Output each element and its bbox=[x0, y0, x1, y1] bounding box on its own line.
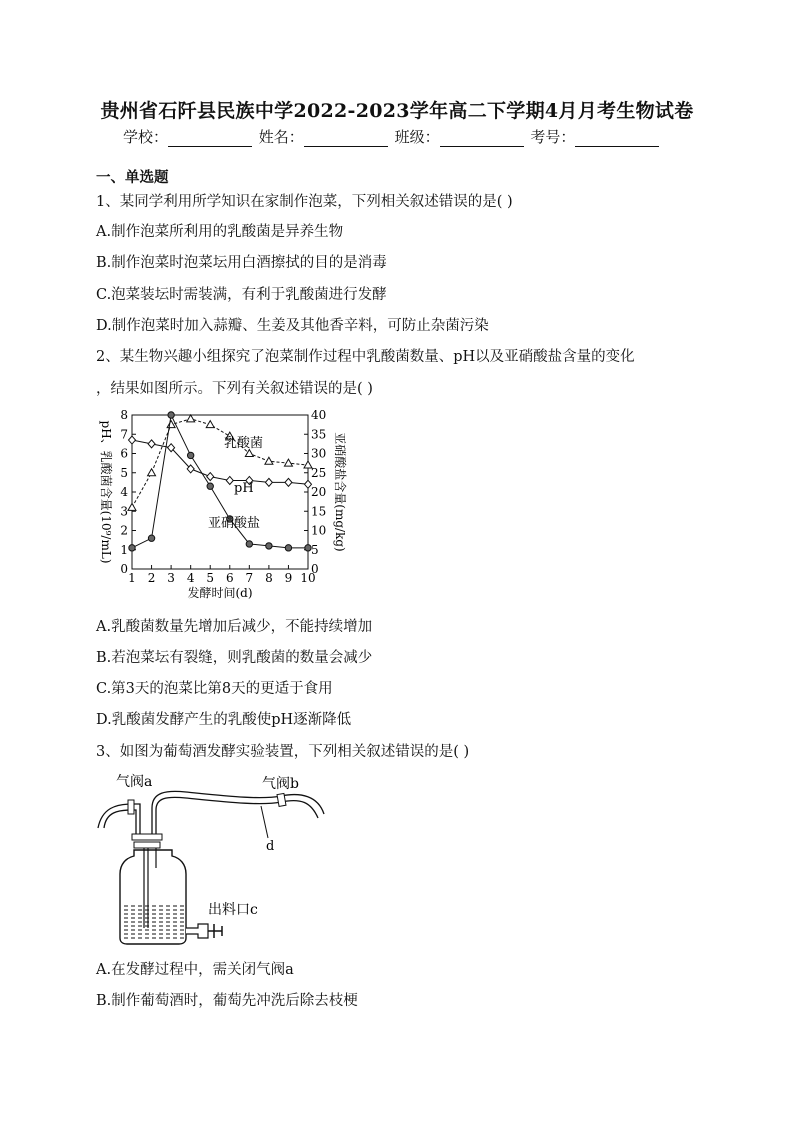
right-tick-label: 15 bbox=[311, 504, 327, 519]
left-tick-label: 5 bbox=[120, 465, 128, 480]
valve-b-label: 气阀b bbox=[262, 776, 299, 792]
left-tick-label: 2 bbox=[120, 523, 128, 538]
x-tick-label: 4 bbox=[186, 571, 195, 585]
right-tick-label: 5 bbox=[311, 542, 319, 557]
class-label: 班级： bbox=[394, 128, 440, 146]
q1-option-d: D.制作泡菜时加入蒜瓣、生姜及其他香辛料，可防止杂菌污染 bbox=[96, 318, 489, 334]
point-亚硝酸盐 bbox=[129, 545, 135, 551]
left-tick-label: 0 bbox=[120, 562, 128, 576]
right-tick-label: 30 bbox=[311, 446, 327, 461]
stopper bbox=[132, 834, 162, 840]
point-乳酸菌 bbox=[265, 457, 273, 464]
right-tick-label: 0 bbox=[311, 562, 319, 576]
student-info-row bbox=[123, 126, 661, 147]
point-pH bbox=[129, 436, 136, 444]
q2-stem-line2: ，结果如图所示。下列有关叙述错误的是( ) bbox=[96, 381, 373, 397]
outlet-c-icon bbox=[186, 924, 208, 938]
valve-b-icon bbox=[277, 793, 286, 806]
series-label-亚硝酸盐: 亚硝酸盐 bbox=[208, 516, 261, 531]
q1-option-a: A.制作泡菜所利用的乳酸菌是异养生物 bbox=[96, 224, 344, 240]
series-label-pH: pH bbox=[234, 481, 254, 496]
point-乳酸菌 bbox=[284, 459, 292, 466]
q2-option-c: C.第3天的泡菜比第8天的更适于食用 bbox=[96, 681, 333, 697]
tube-d-label: d bbox=[266, 839, 275, 854]
name-label: 姓名： bbox=[258, 128, 304, 146]
series-label-乳酸菌: 乳酸菌 bbox=[224, 436, 264, 451]
valve-a-label: 气阀a bbox=[116, 774, 153, 790]
x-tick-label: 2 bbox=[147, 571, 156, 585]
point-pH bbox=[207, 473, 214, 481]
q2-option-b: B.若泡菜坛有裂缝，则乳酸菌的数量会减少 bbox=[96, 650, 373, 666]
point-亚硝酸盐 bbox=[168, 412, 174, 418]
school-blank bbox=[168, 132, 252, 147]
right-tick-label: 20 bbox=[311, 485, 327, 499]
number-label: 考号： bbox=[530, 128, 576, 146]
point-亚硝酸盐 bbox=[285, 545, 291, 551]
point-pH bbox=[265, 478, 272, 486]
point-亚硝酸盐 bbox=[246, 541, 252, 547]
point-亚硝酸盐 bbox=[187, 452, 193, 458]
right-tick-label: 35 bbox=[311, 427, 327, 442]
name-blank bbox=[304, 132, 388, 147]
point-pH bbox=[285, 478, 292, 486]
right-tick-label: 10 bbox=[311, 523, 327, 538]
left-tick-label: 1 bbox=[120, 542, 128, 557]
point-乳酸菌 bbox=[206, 421, 214, 428]
point-乳酸菌 bbox=[187, 415, 195, 422]
left-tick-label: 7 bbox=[120, 427, 128, 442]
point-亚硝酸盐 bbox=[148, 535, 154, 541]
valve-a-icon bbox=[128, 800, 134, 814]
q2-stem-line1: 2、某生物兴趣小组探究了泡菜制作过程中乳酸菌数量、pH以及亚硝酸盐含量的变化 bbox=[96, 349, 635, 365]
left-tick-label: 3 bbox=[120, 504, 128, 519]
number-blank bbox=[575, 132, 659, 147]
x-tick-label: 5 bbox=[206, 571, 215, 585]
point-乳酸菌 bbox=[148, 469, 156, 476]
point-pH bbox=[226, 476, 233, 484]
school-label: 学校： bbox=[123, 128, 169, 146]
x-tick-label: 9 bbox=[284, 571, 293, 585]
fermentation-apparatus-diagram bbox=[96, 766, 336, 952]
x-tick-label: 7 bbox=[245, 571, 254, 585]
point-亚硝酸盐 bbox=[266, 543, 272, 549]
page-title: 贵州省石阡县民族中学2022-2023学年高二下学期4月月考生物试卷 bbox=[100, 100, 694, 122]
q3-option-b: B.制作葡萄酒时，葡萄先冲洗后除去枝梗 bbox=[96, 993, 358, 1009]
q3-option-a: A.在发酵过程中，需关闭气阀a bbox=[96, 962, 294, 978]
q1-option-b: B.制作泡菜时泡菜坛用白酒擦拭的目的是消毒 bbox=[96, 255, 387, 271]
class-blank bbox=[440, 132, 524, 147]
x-tick-label: 8 bbox=[265, 571, 273, 585]
q2-option-d: D.乳酸菌发酵产生的乳酸使pH逐渐降低 bbox=[96, 712, 352, 728]
point-乳酸菌 bbox=[128, 503, 136, 510]
right-tick-label: 25 bbox=[311, 465, 327, 480]
right-axis-label: 亚硝酸盐含量(mg/kg) bbox=[333, 432, 347, 552]
left-axis-label: pH、乳酸菌含量(10⁹/mL) bbox=[99, 420, 113, 564]
x-axis-label: 发酵时间(d) bbox=[187, 586, 253, 600]
q1-stem: 1、某同学利用所学知识在家制作泡菜，下列相关叙述错误的是( ) bbox=[96, 194, 513, 210]
fermentation-chart bbox=[96, 405, 356, 600]
q3-stem: 3、如图为葡萄酒发酵实验装置，下列相关叙述错误的是( ) bbox=[96, 744, 470, 760]
left-tick-label: 4 bbox=[120, 485, 128, 499]
x-tick-label: 1 bbox=[128, 571, 136, 585]
left-tick-label: 6 bbox=[120, 446, 128, 461]
left-tick-label: 8 bbox=[120, 408, 128, 422]
right-tube-d bbox=[156, 797, 318, 836]
x-tick-label: 6 bbox=[225, 571, 234, 585]
q1-option-c: C.泡菜装坛时需装满，有利于乳酸菌进行发酵 bbox=[96, 287, 387, 303]
outlet-c-label: 出料口c bbox=[208, 902, 258, 918]
q2-option-a: A.乳酸菌数量先增加后减少，不能持续增加 bbox=[96, 619, 373, 635]
right-tick-label: 40 bbox=[311, 408, 327, 422]
x-tick-label: 3 bbox=[167, 571, 175, 585]
point-亚硝酸盐 bbox=[207, 483, 213, 489]
point-pH bbox=[148, 440, 155, 448]
section-heading: 一、单选题 bbox=[96, 169, 169, 186]
x-tick-label: 10 bbox=[300, 571, 316, 585]
